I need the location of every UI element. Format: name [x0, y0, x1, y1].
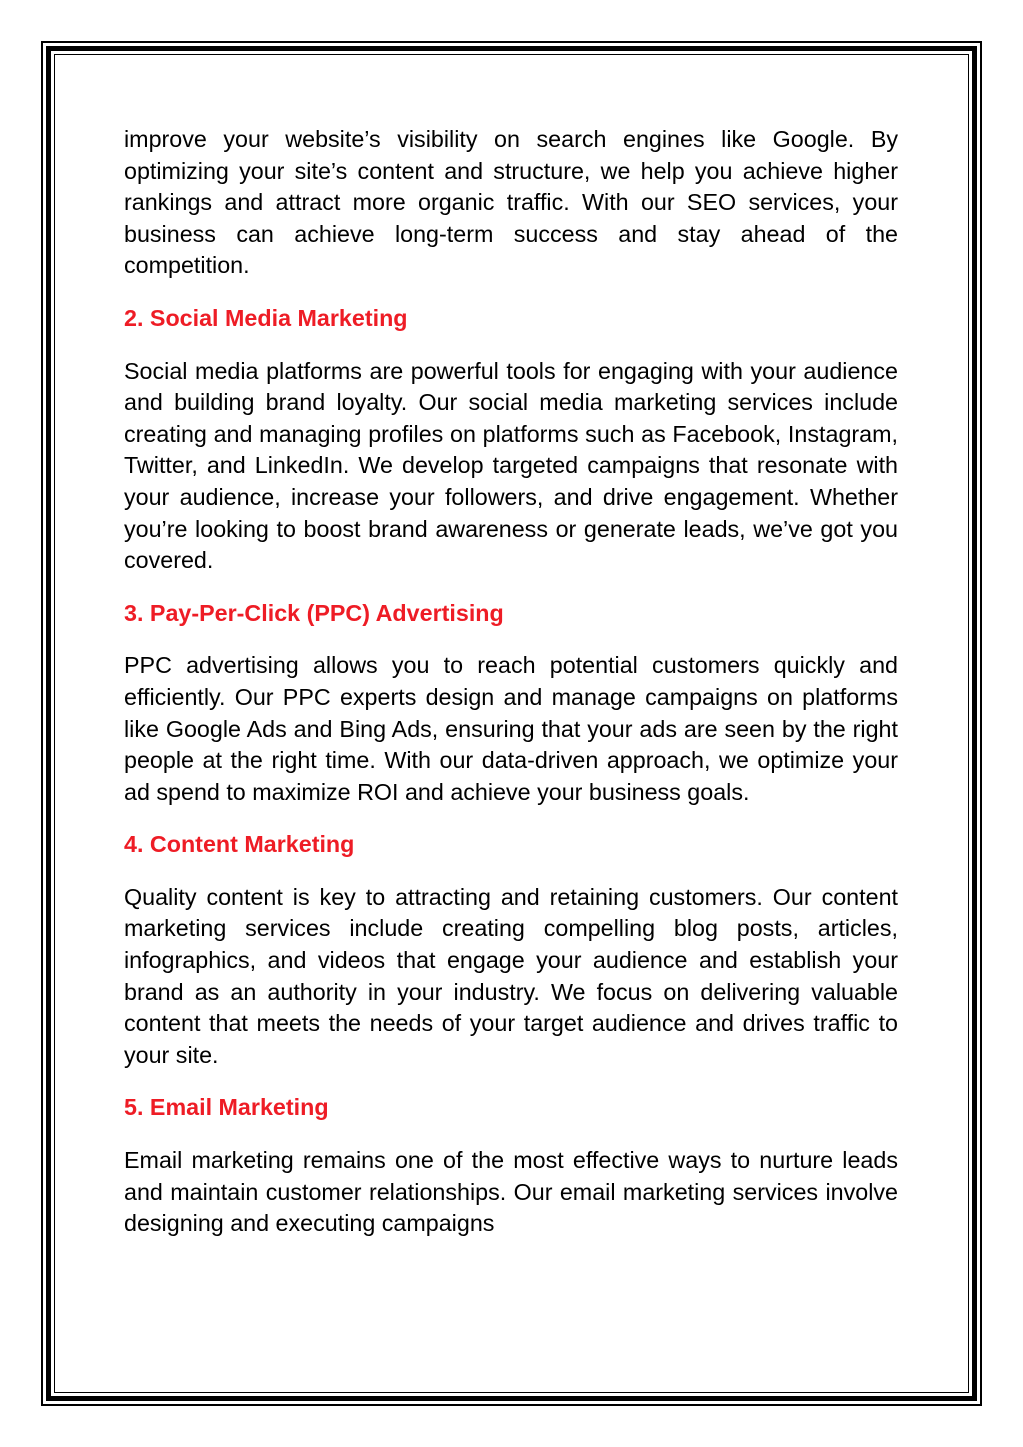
section-heading-social-media: 2. Social Media Marketing	[124, 304, 408, 331]
section-body-content-marketing: Quality content is key to attracting and retaining customers. Our content marketing services include creating compelling blog posts, articles, infographics, and videos that engage your audience and establish your brand as an authority in your industry. We focus on delivering valuable content that meets the needs of your target audience and drives traffic to your site.	[124, 883, 898, 1068]
intro-paragraph: improve your website’s visibility on search engines like Google. By optimizing your site’s content and structure, we help you achieve higher rankings and attract more organic traffic. With our SEO services, your business can achieve long-term success and stay ahead of the competition.	[124, 126, 898, 279]
section-body-ppc: PPC advertising allows you to reach potential customers quickly and efficiently. Our PPC experts design and manage campaigns on platforms like Google Ads and Bing Ads, ensuring that your ads are seen by the right people at the right time. With our data-driven approach, we optimize your ad spend to maximize ROI and achieve your business goals.	[124, 652, 898, 805]
section-heading-email-marketing: 5. Email Marketing	[124, 1094, 329, 1121]
section-heading-content-marketing: 4. Content Marketing	[124, 831, 355, 858]
document-body	[124, 124, 898, 1240]
section-heading-ppc: 3. Pay-Per-Click (PPC) Advertising	[124, 599, 504, 626]
section-body-email-marketing: Email marketing remains one of the most effective ways to nurture leads and maintain customer relationships. Our email marketing services involve designing and executing campaigns	[124, 1147, 898, 1237]
section-body-social-media: Social media platforms are powerful tools for engaging with your audience and building brand loyalty. Our social media marketing services include creating and managing profiles on platforms such as Facebook, Instagram, Twitter, and LinkedIn. We develop targeted campaigns that resonate with your audience, increase your followers, and drive engagement. Whether you’re looking to boost brand awareness or generate leads, we’ve got you covered.	[124, 357, 898, 574]
